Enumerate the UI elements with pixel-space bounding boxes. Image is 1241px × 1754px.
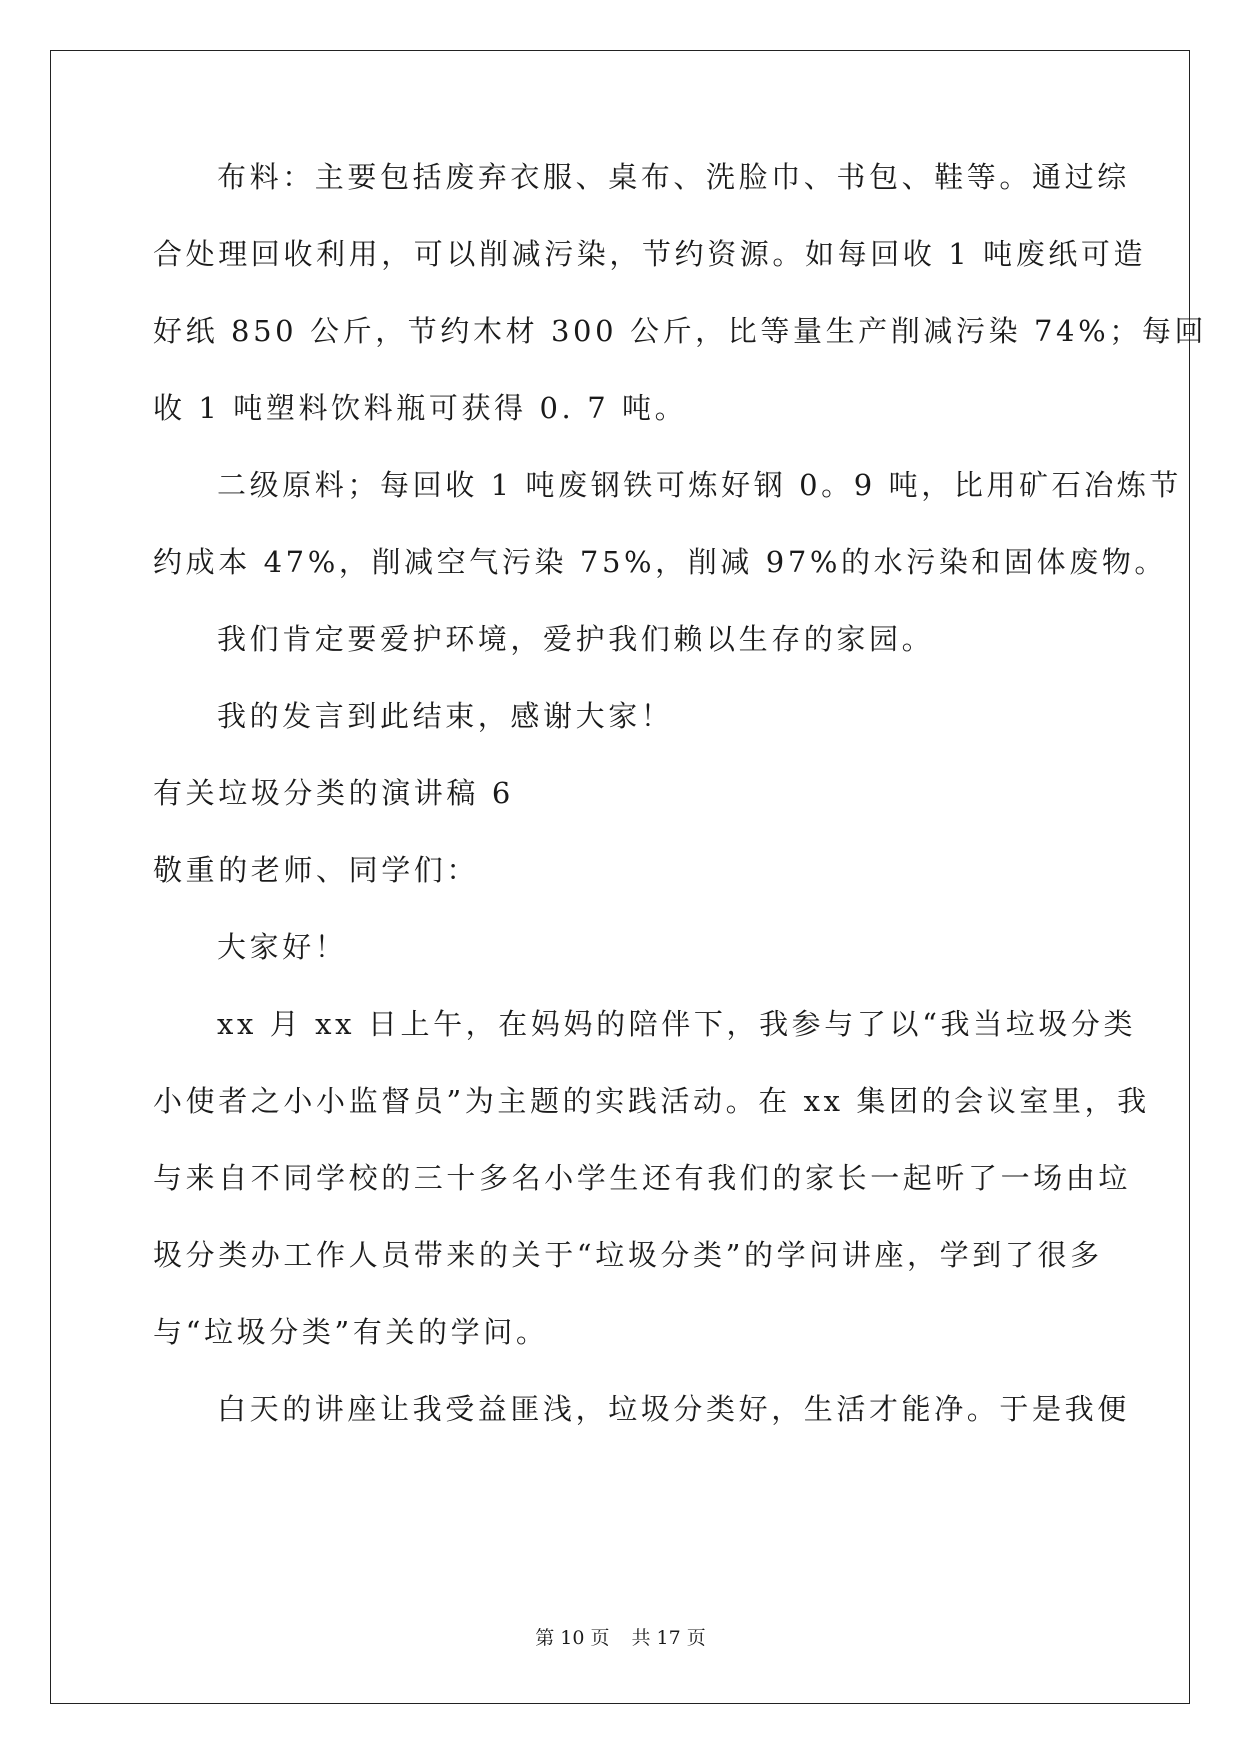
page-total: 共 17 页 <box>631 1627 706 1649</box>
paragraph-line: 与“垃圾分类”有关的学问。 <box>153 1315 549 1349</box>
paragraph-line: 布料：主要包括废弃衣服、桌布、洗脸巾、书包、鞋等。通过综 <box>217 160 1130 194</box>
paragraph-line: 我的发言到此结束，感谢大家！ <box>217 699 674 733</box>
paragraph-line: 收 1 吨塑料饮料瓶可获得 0. 7 吨。 <box>153 391 688 425</box>
paragraph-line: 圾分类办工作人员带来的关于“垃圾分类”的学问讲座，学到了很多 <box>153 1238 1103 1272</box>
paragraph-line: 小使者之小小监督员”为主题的实践活动。在 xx 集团的会议室里，我 <box>153 1084 1150 1118</box>
salutation: 敬重的老师、同学们： <box>153 853 480 887</box>
greeting: 大家好！ <box>217 930 348 964</box>
paragraph-line: 约成本 47%，削减空气污染 75%，削减 97%的水污染和固体废物。 <box>153 545 1168 579</box>
paragraph-line: xx 月 xx 日上午，在妈妈的陪伴下，我参与了以“我当垃圾分类 <box>217 1007 1137 1041</box>
paragraph-line: 好纸 850 公斤，节约木材 300 公斤，比等量生产削减污染 74%；每回 <box>153 314 1208 348</box>
page-footer <box>0 1626 1241 1650</box>
paragraph-line: 合处理回收利用，可以削减污染，节约资源。如每回收 1 吨废纸可造 <box>153 237 1147 271</box>
section-heading: 有关垃圾分类的演讲稿 6 <box>153 776 514 810</box>
paragraph-line: 我们肯定要爱护环境，爱护我们赖以生存的家园。 <box>217 622 935 656</box>
page-number: 第 10 页 <box>535 1627 610 1649</box>
paragraph-line: 白天的讲座让我受益匪浅，垃圾分类好，生活才能净。于是我便 <box>217 1392 1130 1426</box>
paragraph-line: 二级原料；每回收 1 吨废钢铁可炼好钢 0。9 吨，比用矿石冶炼节 <box>217 468 1183 502</box>
paragraph-line: 与来自不同学校的三十多名小学生还有我们的家长一起听了一场由垃 <box>153 1161 1132 1195</box>
